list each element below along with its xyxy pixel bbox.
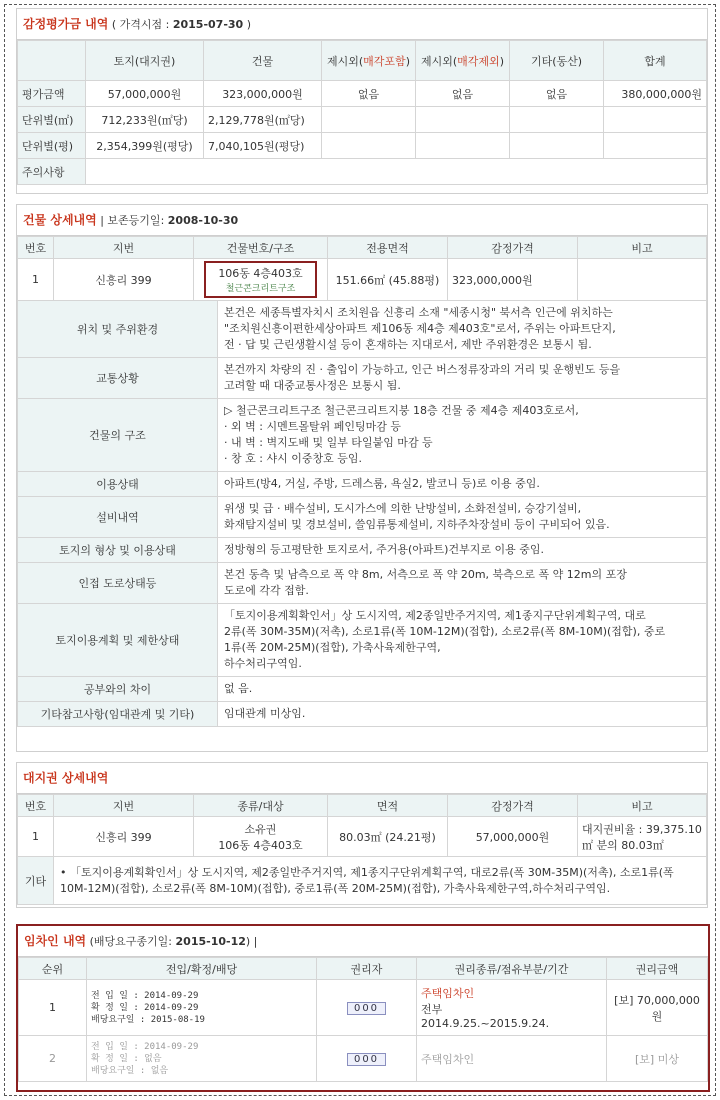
building-header-price: 감정가격 [448, 237, 578, 259]
appraisal-header-total: 합계 [604, 41, 707, 81]
building-detail-line: 임대관계 미상임. [224, 707, 306, 720]
building-detail-line: 본건은 세종특별자치시 조치원읍 신흥리 소재 "세종시청" 북서측 인근에 위치하는 [224, 306, 613, 319]
incl-text: 매각포함 [363, 54, 406, 68]
land-header-area: 면적 [328, 795, 448, 817]
price-building: 323,000,000원 [204, 81, 322, 107]
tenant-amount-cell [607, 980, 708, 1036]
building-header-lot: 지번 [54, 237, 194, 259]
building-table [17, 236, 707, 301]
price-incl: 없음 [322, 81, 416, 107]
tenant-move-in: 전 입 일 : 2014-09-29 [91, 1041, 199, 1052]
land-title: 대지권 상세내역 [23, 771, 109, 785]
building-detail-row [18, 702, 707, 727]
building-detail-line: 하수처리구역임. [224, 657, 302, 670]
excl-text: 매각제외 [457, 54, 500, 68]
appraisal-row-price [18, 81, 707, 107]
building-no: 1 [18, 259, 54, 301]
building-detail-row [18, 472, 707, 497]
building-detail-line: 2류(폭 30M-35M)(저촉), 소로1류(폭 10M-12M)(접합), 소로2류(폭 8M-10M)(접합), 중로 [224, 625, 666, 638]
building-date: 2008-10-30 [167, 214, 239, 227]
building-detail-line: · 내 벽 : 벽지도배 및 일부 타일붙임 마감 등 [224, 436, 433, 449]
appraisal-table [17, 40, 707, 185]
building-section [16, 204, 708, 752]
price-other: 없음 [510, 81, 604, 107]
appraisal-header-other: 기타(동산) [510, 41, 604, 81]
tenant-date: 2015-10-12 [175, 935, 246, 948]
row-label: 단위별(㎡) [18, 107, 86, 133]
building-detail-line: 아파트(방4, 거실, 주방, 드레스룸, 욕실2, 발코니 등)로 이용 중임. [224, 477, 540, 490]
building-price: 323,000,000원 [448, 259, 578, 301]
tenant-row [19, 980, 708, 1036]
tenant-amount-2: 원 [651, 1009, 663, 1023]
land-etc-label: 기타 [18, 857, 54, 905]
building-detail-line: 없 음. [224, 682, 253, 695]
building-detail-label: 토지의 형상 및 이용상태 [18, 538, 218, 563]
building-detail-value [218, 358, 707, 399]
price-land: 57,000,000원 [86, 81, 204, 107]
appraisal-header-incl [322, 41, 416, 81]
land-header [17, 763, 707, 794]
building-detail-value [218, 604, 707, 677]
building-unit: 106동 4층403호 [218, 267, 303, 280]
tenant-header-dates: 전입/확정/배당 [87, 958, 317, 980]
building-detail-label: 건물의 구조 [18, 399, 218, 472]
tenant-sub-suffix: ) | [245, 935, 258, 948]
appraisal-header-empty [18, 41, 86, 81]
appraisal-sub-open: ( 가격시점 : [108, 18, 173, 31]
building-detail-row [18, 358, 707, 399]
tenant-sub-prefix: (배당요구종기일: [86, 935, 176, 948]
building-sub-prefix: | 보존등기일: [96, 214, 168, 227]
building-detail-line: ▷ 철근콘크리트구조 철근콘크리트지붕 18층 건물 중 제4층 제403호로서, [224, 404, 579, 417]
building-detail-label: 토지이용계획 및 제한상태 [18, 604, 218, 677]
building-detail-value [218, 563, 707, 604]
tenant-header-amount: 권리금액 [607, 958, 708, 980]
tenant-row [19, 1036, 708, 1082]
building-detail-value [218, 472, 707, 497]
land-note-2: ㎡ 분의 80.03㎡ [582, 838, 664, 852]
land-header-type: 종류/대상 [194, 795, 328, 817]
building-detail-line: 위생 및 급 · 배수설비, 도시가스에 의한 난방설비, 소화전설비, 승강기설비, [224, 502, 582, 515]
excl-open: 제시외( [421, 54, 458, 68]
building-detail-value [218, 702, 707, 727]
py-building: 7,040,105원(평당) [204, 133, 322, 159]
building-detail-table [17, 300, 707, 727]
tenant-fixed: 확 정 일 : 2014-09-29 [91, 1002, 199, 1013]
land-type: 소유권 [244, 822, 277, 836]
building-detail-row [18, 399, 707, 472]
building-detail-label: 인접 도로상태등 [18, 563, 218, 604]
building-header-area: 전용면적 [328, 237, 448, 259]
building-detail-line: 본건까지 차량의 진 · 출입이 가능하고, 인근 버스정류장과의 거리 및 운행빈도 등을 [224, 363, 621, 376]
tenant-holder-button[interactable]: 000 [347, 1002, 386, 1015]
tenant-move-in: 전 입 일 : 2014-09-29 [91, 990, 199, 1001]
building-detail-label: 위치 및 주위환경 [18, 301, 218, 358]
tenant-amount-cell [607, 1036, 708, 1082]
building-detail-value [218, 677, 707, 702]
tenant-kind: 주택임차인 [421, 987, 475, 1000]
appraisal-header [17, 9, 707, 40]
tenant-kind-cell [417, 1036, 607, 1082]
tenant-fixed: 확 정 일 : 없음 [91, 1053, 162, 1064]
price-excl: 없음 [416, 81, 510, 107]
tenant-table [18, 957, 708, 1082]
building-detail-value [218, 399, 707, 472]
building-structure: 철근콘크리트구조 [225, 284, 296, 294]
land-target: 106동 4층403호 [218, 838, 303, 852]
appraisal-row-note [18, 159, 707, 185]
land-header-lot: 지번 [54, 795, 194, 817]
building-detail-line: 본건 동측 및 남측으로 폭 약 8m, 서측으로 폭 약 20m, 북측으로 폭 약 12m의 포장 [224, 568, 627, 581]
building-header-note: 비고 [578, 237, 707, 259]
tenant-header [18, 926, 708, 957]
appraisal-row-m2 [18, 107, 707, 133]
incl-close: ) [405, 54, 410, 68]
m2-building: 2,129,778원(㎡당) [204, 107, 322, 133]
appraisal-date: 2015-07-30 [172, 18, 244, 31]
building-detail-value [218, 301, 707, 358]
land-etc-row [18, 857, 707, 905]
tenant-dates [87, 980, 317, 1036]
row-label: 단위별(평) [18, 133, 86, 159]
land-note-cell [578, 817, 707, 857]
land-type-cell [194, 817, 328, 857]
tenant-title: 임차인 내역 [24, 934, 87, 948]
building-detail-row [18, 563, 707, 604]
land-no: 1 [18, 817, 54, 857]
land-area: 80.03㎡ (24.21평) [328, 817, 448, 857]
building-detail-label: 기타참고사항(임대관계 및 기타) [18, 702, 218, 727]
building-detail-line: 1류(폭 20M-25M)(접합), 가축사육제한구역, [224, 641, 441, 654]
building-detail-row [18, 677, 707, 702]
building-header [17, 205, 707, 236]
tenant-part: 전부 [421, 1003, 443, 1016]
appraisal-header-land: 토지(대지권) [86, 41, 204, 81]
building-detail-line: 화재탐지설비 및 경보설비, 쓸임류통제설비, 지하주차장설비 등이 구비되어 있음. [224, 518, 610, 531]
building-detail-row [18, 497, 707, 538]
building-header-unit: 건물번호/구조 [194, 237, 328, 259]
building-detail-line: "조치원신흥이편한세상아파트 제106동 제4층 제403호"로서, 주위는 아파트단지, [224, 322, 616, 335]
incl-open: 제시외( [327, 54, 364, 68]
tenant-holder-cell [317, 980, 417, 1036]
tenant-dividend: 배당요구일 : 2015-08-19 [91, 1014, 205, 1025]
building-lot: 신흥리 399 [54, 259, 194, 301]
row-label: 평가금액 [18, 81, 86, 107]
land-header-no: 번호 [18, 795, 54, 817]
building-detail-value [218, 538, 707, 563]
tenant-rank: 2 [19, 1036, 87, 1082]
land-header-note: 비고 [578, 795, 707, 817]
land-header-price: 감정가격 [448, 795, 578, 817]
building-note [578, 259, 707, 301]
building-detail-line: 도로에 각각 접함. [224, 584, 309, 597]
tenant-amount-1: [보] 70,000,000 [614, 993, 700, 1007]
building-detail-line: 「토지이용계획확인서」상 도시지역, 제2종일반주거지역, 제1종지구단위계획구역, 대로 [224, 609, 646, 622]
appraisal-title: 감정평가금 내역 [23, 17, 109, 31]
building-detail-line: · 창 호 : 샤시 이중창호 등임. [224, 452, 362, 465]
tenant-kind-cell [417, 980, 607, 1036]
appraisal-section [16, 8, 708, 194]
tenant-dividend: 배당요구일 : 없음 [91, 1065, 169, 1076]
m2-land: 712,233원(㎡당) [86, 107, 204, 133]
building-detail-line: · 외 벽 : 시멘트몰탈위 페인팅마감 등 [224, 420, 401, 433]
tenant-header-kind: 권리종류/점유부분/기간 [417, 958, 607, 980]
appraisal-header-excl [416, 41, 510, 81]
building-header-no: 번호 [18, 237, 54, 259]
py-land: 2,354,399원(평당) [86, 133, 204, 159]
building-detail-label: 교통상황 [18, 358, 218, 399]
land-note-1: 대지권비율 : 39,375.10 [582, 822, 702, 836]
building-detail-row [18, 604, 707, 677]
tenant-dates [87, 1036, 317, 1082]
building-row [18, 259, 707, 301]
tenant-kind: 주택임차인 [421, 1052, 475, 1066]
appraisal-sub-close: ) [243, 18, 251, 31]
tenant-header-rank: 순위 [19, 958, 87, 980]
excl-close: ) [499, 54, 504, 68]
building-detail-row [18, 538, 707, 563]
appraisal-row-py [18, 133, 707, 159]
building-detail-label: 이용상태 [18, 472, 218, 497]
tenant-rank: 1 [19, 980, 87, 1036]
building-detail-value [218, 497, 707, 538]
building-detail-line: 고려할 때 대중교통사정은 보통시 됨. [224, 379, 401, 392]
building-detail-line: 전 · 답 및 근린생활시설 등이 혼재하는 지대로서, 제반 주위환경은 보통시 됨. [224, 338, 592, 351]
building-detail-row [18, 301, 707, 358]
building-detail-line: 정방형의 등고평탄한 토지로서, 주거용(아파트)건부지로 이용 중임. [224, 543, 544, 556]
price-total: 380,000,000원 [604, 81, 707, 107]
building-area: 151.66㎡ (45.88평) [328, 259, 448, 301]
tenant-header-holder: 권리자 [317, 958, 417, 980]
building-unit-highlight [204, 261, 316, 298]
tenant-holder-button[interactable]: 000 [347, 1053, 386, 1066]
land-lot: 신흥리 399 [54, 817, 194, 857]
land-price: 57,000,000원 [448, 817, 578, 857]
tenant-period: 2014.9.25.~2015.9.24. [421, 1017, 550, 1030]
building-detail-label: 설비내역 [18, 497, 218, 538]
appraisal-header-building: 건물 [204, 41, 322, 81]
building-unit-cell [194, 259, 328, 301]
tenant-amount-1: [보] 미상 [635, 1052, 679, 1066]
building-title: 건물 상세내역 [23, 213, 97, 227]
land-row [18, 817, 707, 857]
tenant-section [16, 924, 710, 1092]
tenant-holder-cell [317, 1036, 417, 1082]
row-label: 주의사항 [18, 159, 86, 185]
land-etc-text: • 「토지이용계획확인서」상 도시지역, 제2종일반주거지역, 제1종지구단위계획구역, 대로2류(폭 30M-35M)(저촉), 소로1류(폭 10M-12M)(접합), 소로2류(폭 8M-10M)(접합), 중로1류(폭 20M-25M)(접합), 가축사육제한구역,하수처리구역임. [54, 857, 707, 905]
building-detail-label: 공부와의 차이 [18, 677, 218, 702]
land-table [17, 794, 707, 905]
land-section [16, 762, 708, 908]
